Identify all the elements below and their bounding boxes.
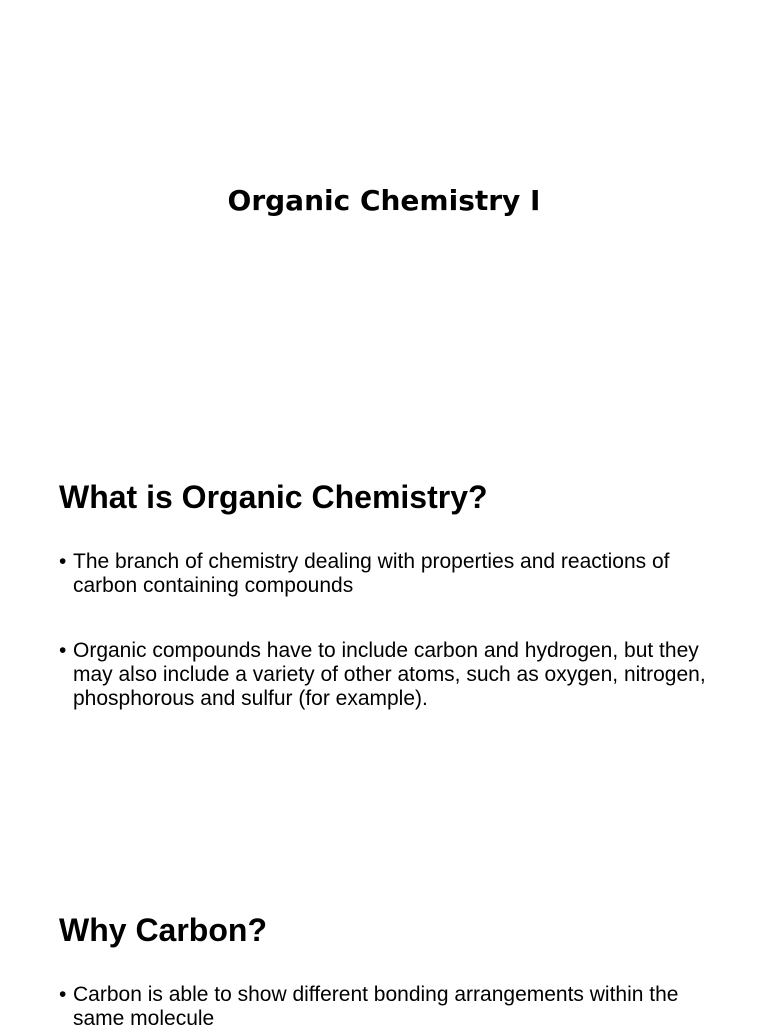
bullet-text: The branch of chemistry dealing with properties and reactions of carbon containing compounds xyxy=(73,550,670,597)
bullet-glyph: • xyxy=(59,639,67,662)
bullet-item xyxy=(59,550,719,598)
bullet-glyph: • xyxy=(59,983,67,1006)
page-title: Organic Chemistry I xyxy=(227,184,541,217)
bullet-glyph: • xyxy=(59,550,67,573)
section-heading-why-carbon: Why Carbon? xyxy=(59,912,267,948)
section-heading-what-is-organic-chemistry: What is Organic Chemistry? xyxy=(59,479,488,515)
bullet-text: Organic compounds have to include carbon and hydrogen, but they may also include a variety of other atoms, such as oxygen, nitrogen, phosphorous and sulfur (for example). xyxy=(73,639,706,710)
bullet-text: Carbon is able to show different bonding arrangements within the same molecule xyxy=(73,983,679,1030)
bullet-list-organic-chemistry xyxy=(59,550,719,711)
bullet-item xyxy=(59,639,719,711)
